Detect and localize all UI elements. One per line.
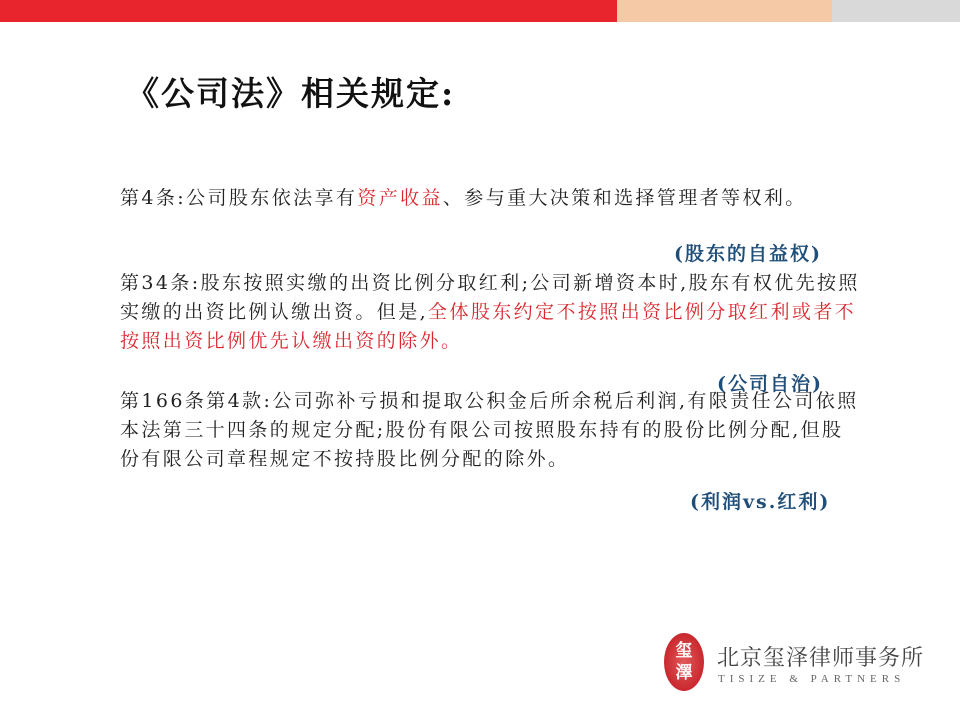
top-bar-gray-segment: [832, 0, 960, 22]
article-34-highlight: 全体股东约定不按照出资比例分取红利或者不按照出资比例优先认缴出资的除外。: [120, 301, 857, 352]
article-166-note: (利润vs.红利): [690, 491, 831, 513]
article-4-note: (股东的自益权): [674, 243, 822, 265]
top-bar-peach-segment: [617, 0, 832, 22]
firm-logo: [664, 633, 936, 693]
article-34-text-part-1: 第34条:股东按照实缴的出资比例分取红利;公司新增资本时,股东有权优先按照实缴的出资比例认缴出资。但是,: [120, 272, 860, 323]
article-4-text: [120, 184, 862, 213]
article-4-text-part-1: 第4条:公司股东依法享有: [120, 187, 358, 209]
seal-char-top: 玺: [675, 641, 693, 661]
article-4-highlight: 资产收益: [357, 187, 443, 209]
article-166-text: [120, 387, 862, 474]
article-166-text-part-1: 第166条第4款:公司弥补亏损和提取公积金后所余税后利润,有限责任公司依照本法第三十四条的规定分配;股份有限公司按照股东持有的股份比例分配,但股份有限公司章程规定不按持股比例分配的除外。: [120, 390, 859, 470]
firm-name-cn: 北京玺泽律师事务所: [717, 646, 925, 671]
seal-char-bottom: 澤: [675, 663, 693, 683]
top-bar-red-segment: [0, 0, 617, 22]
article-34-note: (公司自治): [717, 373, 823, 395]
article-4-text-part-2: 、参与重大决策和选择管理者等权利。: [442, 187, 807, 209]
slide-title: 《公司法》相关规定:: [126, 74, 456, 113]
article-34-text: [120, 269, 862, 356]
top-color-bar: [0, 0, 960, 22]
seal-icon: [664, 633, 704, 691]
firm-name-en: TISIZE & PARTNERS: [718, 673, 906, 685]
